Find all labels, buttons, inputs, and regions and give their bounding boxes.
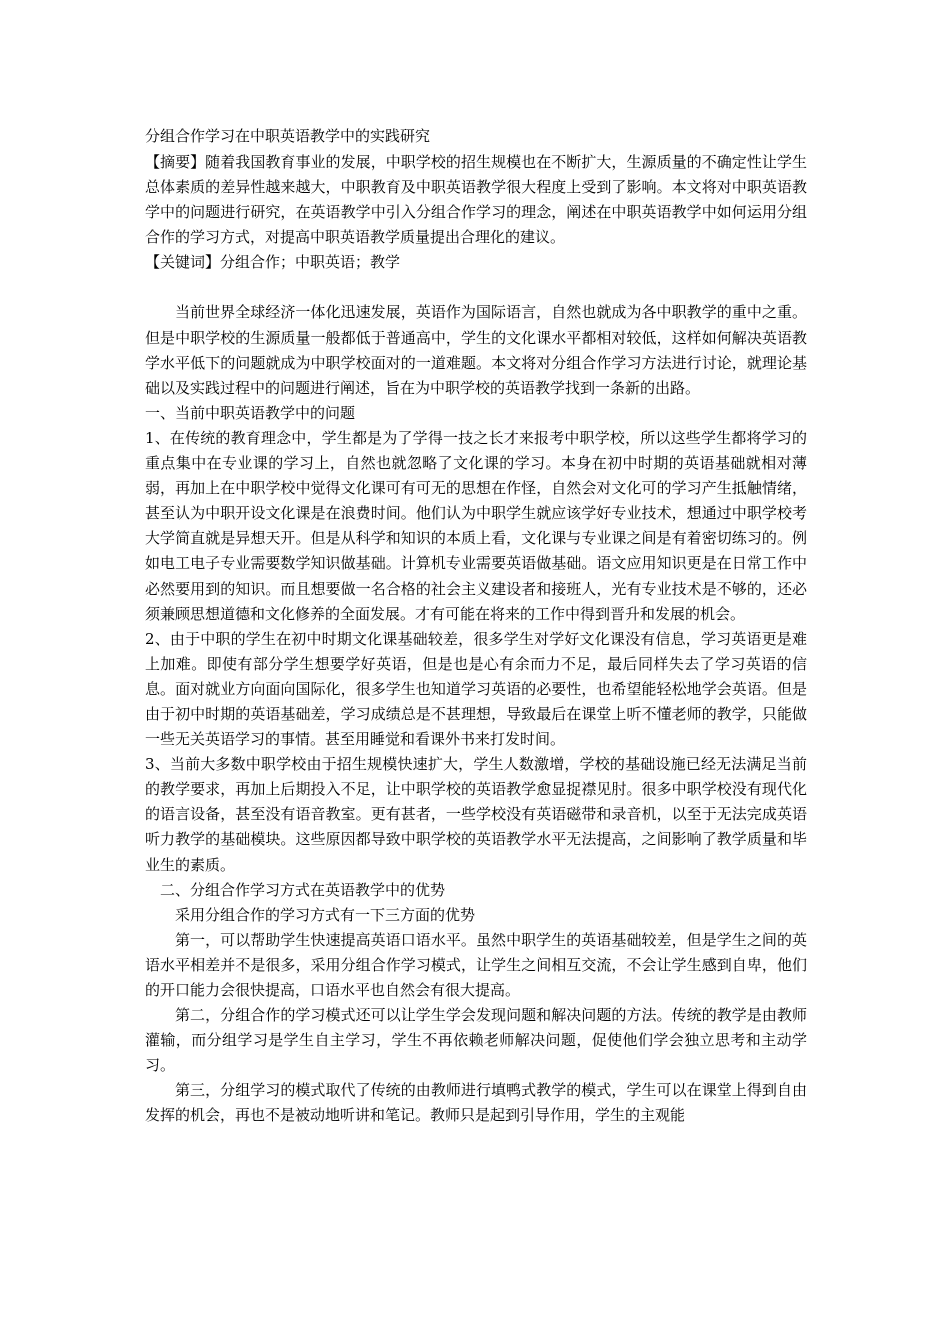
document-page <box>145 122 807 1129</box>
section1-paragraph-2: 2、由于中职的学生在初中时期文化课基础较差，很多学生对学好文化课没有信息，学习英语更是难上加难。即使有部分学生想要学好英语，但是也是心有余而力不足，最后同样失去了学习英语的信息。面对就业方向面向国际化，很多学生也知道学习英语的必要性，也希望能轻松地学会英语。但是由于初中时期的英语基础差，学习成绩总是不甚理想，导致最后在课堂上听不懂老师的教学，只能做一些无关英语学习的事情。甚至用睡觉和看课外书来打发时间。 <box>145 629 807 749</box>
document-title: 分组合作学习在中职英语教学中的实践研究 <box>145 127 431 145</box>
section2-paragraph-2: 第二，分组合作的学习模式还可以让学生学会发现问题和解决问题的方法。传统的教学是由教师灌输，而分组学习是学生自主学习，学生不再依赖老师解决问题，促使他们学会独立思考和主动学习。 <box>145 1006 807 1075</box>
section2-paragraph-1: 第一，可以帮助学生快速提高英语口语水平。虽然中职学生的英语基础较差，但是学生之间的英语水平相差并不是很多，采用分组合作学习模式，让学生之间相互交流，不会让学生感到自卑，他们的开口能力会很快提高，口语水平也自然会有很大提高。 <box>145 930 807 999</box>
intro-paragraph: 当前世界全球经济一体化迅速发展，英语作为国际语言，自然也就成为各中职教学的重中之重。但是中职学校的生源质量一般都低于普通高中，学生的文化课水平都相对较低，这样如何解决英语教学水平低下的问题就成为中职学校面对的一道难题。本文将对分组合作学习方法进行讨论，就理论基础以及实践过程中的问题进行阐述，旨在为中职学校的英语教学找到一条新的出路。 <box>145 303 807 397</box>
section2-intro: 采用分组合作的学习方式有一下三方面的优势 <box>175 905 476 924</box>
section2-paragraph-3: 第三，分组学习的模式取代了传统的由教师进行填鸭式教学的模式，学生可以在课堂上得到自由发挥的机会，再也不是被动地听讲和笔记。教师只是起到引导作用，学生的主观能 <box>145 1081 807 1125</box>
blank-line <box>145 275 807 300</box>
section1-paragraph-3: 3、当前大多数中职学校由于招生规模快速扩大，学生人数激增，学校的基础设施已经无法满足当前的教学要求，再加上后期投入不足，让中职学校的英语教学愈显捉襟见肘。很多中职学校没有现代化的语言设备，甚至没有语音教室。更有甚者，一些学校没有英语磁带和录音机，以至于无法完成英语听力教学的基础模块。这些原因都导致中职学校的英语教学水平无法提高，之间影响了教学质量和毕业生的素质。 <box>145 755 807 874</box>
section1-heading: 一、当前中职英语教学中的问题 <box>145 403 356 422</box>
section2-heading: 二、分组合作学习方式在英语教学中的优势 <box>160 880 446 899</box>
abstract-paragraph: 【摘要】随着我国教育事业的发展，中职学校的招生规模也在不断扩大，生源质量的不确定性让学生总体素质的差异性越来越大，中职教育及中职英语教学很大程度上受到了影响。本文将对中职英语教学中的问题进行研究，在英语教学中引入分组合作学习的理念，阐述在中职英语教学中如何运用分组合作的学习方式，对提高中职英语教学质量提出合理化的建议。 <box>145 153 807 247</box>
section1-paragraph-1: 1、在传统的教育理念中，学生都是为了学得一技之长才来报考中职学校，所以这些学生都将学习的重点集中在专业课的学习上，自然也就忽略了文化课的学习。本身在初中时期的英语基础就相对薄弱，再加上在中职学校中觉得文化课可有可无的思想在作怪，自然会对文化可的学习产生抵触情绪，甚至认为中职开设文化课是在浪费时间。他们认为中职学生就应该学好专业技术，想通过中职学校考大学简直就是异想天开。但是从科学和知识的本质上看，文化课与专业课之间是有着密切练习的。例如电工电子专业需要数学知识做基础。计算机专业需要英语做基础。语文应用知识更是在日常工作中必然要用到的知识。而且想要做一名合格的社会主义建设者和接班人，光有专业技术是不够的，还必须兼顾思想道德和文化修养的全面发展。才有可能在将来的工作中得到晋升和发展的机会。 <box>145 428 807 623</box>
keywords-line: 【关键词】分组合作；中职英语；教学 <box>145 253 401 272</box>
